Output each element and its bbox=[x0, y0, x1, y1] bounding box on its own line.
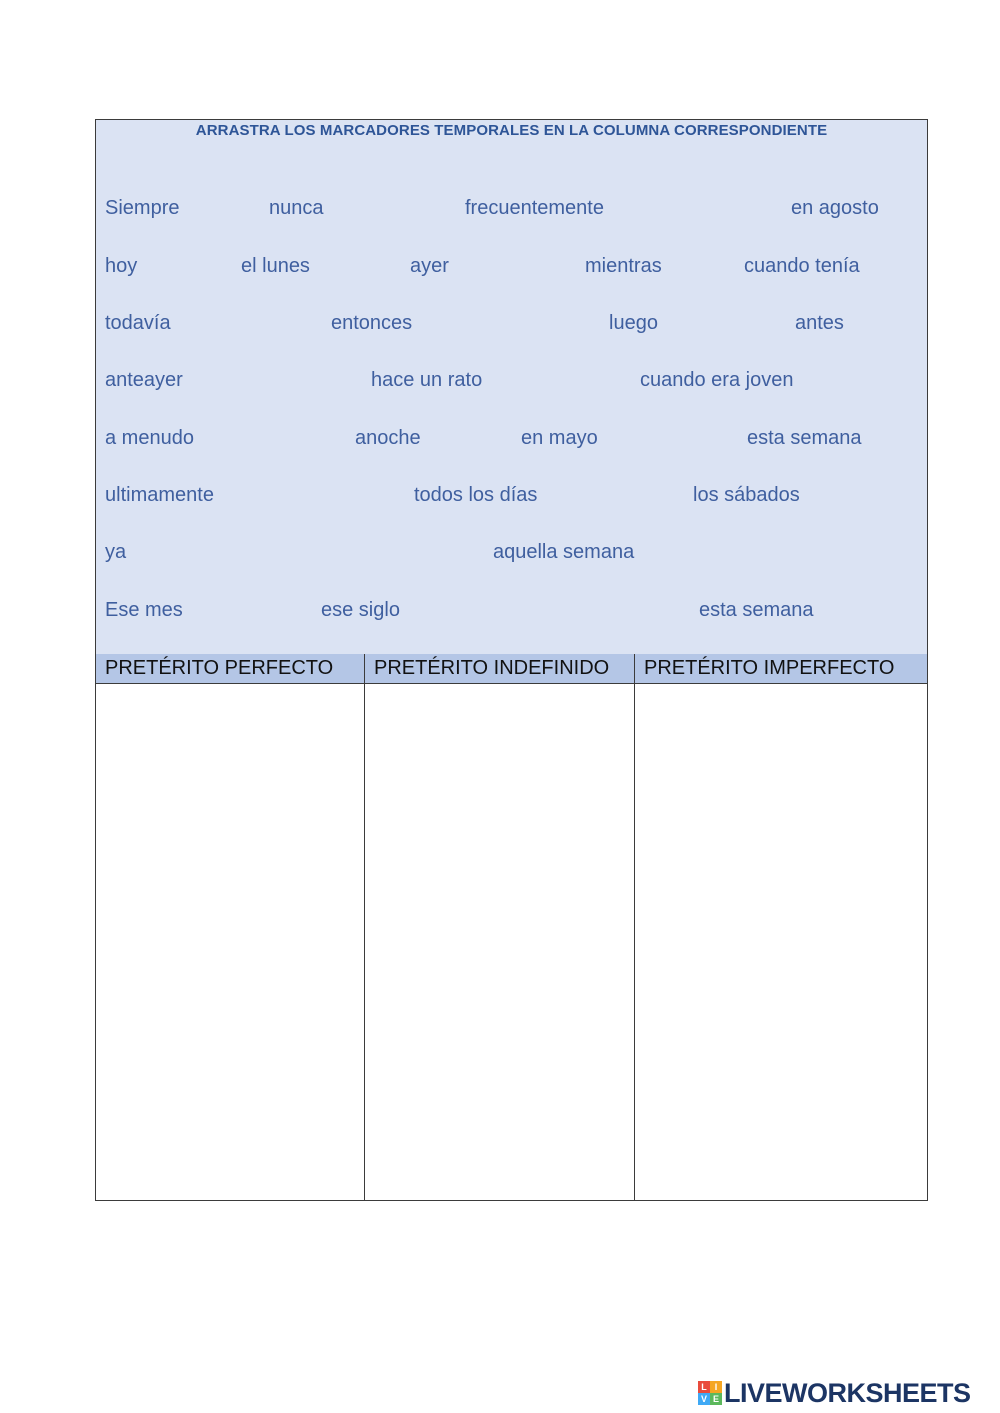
instruction-text: ARRASTRA LOS MARCADORES TEMPORALES EN LA COLUMNA CORRESPONDIENTE bbox=[195, 122, 828, 139]
drop-zone-preterito-indefinido[interactable] bbox=[365, 684, 634, 1200]
word-chip[interactable]: hace un rato bbox=[371, 369, 483, 391]
drop-zone-preterito-imperfecto[interactable] bbox=[635, 684, 927, 1200]
word-chip[interactable]: Ese mes bbox=[105, 599, 183, 621]
column-header-preterito-indefinido: PRETÉRITO INDEFINIDO bbox=[374, 657, 610, 679]
drop-zone-preterito-perfecto[interactable] bbox=[96, 684, 364, 1200]
word-chip[interactable]: en mayo bbox=[521, 427, 598, 449]
word-chip[interactable]: mientras bbox=[585, 255, 662, 277]
word-chip[interactable]: frecuentemente bbox=[465, 197, 604, 219]
word-chip[interactable]: cuando tenía bbox=[744, 255, 860, 277]
word-chip[interactable]: antes bbox=[795, 312, 844, 334]
worksheet-table bbox=[95, 119, 928, 1201]
liveworksheets-logo-text: LIVEWORKSHEETS bbox=[724, 1377, 971, 1408]
word-chip[interactable]: entonces bbox=[331, 312, 413, 334]
word-chip[interactable]: anoche bbox=[355, 427, 421, 449]
word-chip[interactable]: en agosto bbox=[791, 197, 879, 219]
word-chip[interactable]: ultimamente bbox=[105, 484, 214, 506]
word-chip[interactable]: el lunes bbox=[241, 255, 310, 277]
word-chip[interactable]: hoy bbox=[105, 255, 138, 277]
column-header-preterito-perfecto: PRETÉRITO PERFECTO bbox=[105, 657, 334, 679]
word-bank bbox=[96, 120, 927, 655]
word-chip[interactable]: ayer bbox=[410, 255, 449, 277]
word-chip[interactable]: luego bbox=[609, 312, 658, 334]
word-chip[interactable]: aquella semana bbox=[493, 541, 635, 563]
column-header-row bbox=[96, 654, 927, 684]
word-chip[interactable]: los sábados bbox=[693, 484, 800, 506]
liveworksheets-logo-icon: L I V E bbox=[698, 1381, 722, 1405]
column-header-preterito-imperfecto: PRETÉRITO IMPERFECTO bbox=[644, 657, 895, 679]
word-chip[interactable]: todavía bbox=[105, 312, 171, 334]
word-chip[interactable]: ese siglo bbox=[321, 599, 400, 621]
liveworksheets-logo bbox=[698, 1378, 971, 1408]
word-chip[interactable]: todos los días bbox=[414, 484, 538, 506]
word-chip[interactable]: ya bbox=[105, 541, 127, 563]
word-chip[interactable]: Siempre bbox=[105, 197, 180, 219]
word-chip[interactable]: esta semana bbox=[747, 427, 862, 449]
word-chip[interactable]: nunca bbox=[269, 197, 324, 219]
word-chip[interactable]: esta semana bbox=[699, 599, 814, 621]
word-chip[interactable]: a menudo bbox=[105, 427, 194, 449]
word-chip[interactable]: cuando era joven bbox=[640, 369, 794, 391]
word-chip[interactable]: anteayer bbox=[105, 369, 183, 391]
